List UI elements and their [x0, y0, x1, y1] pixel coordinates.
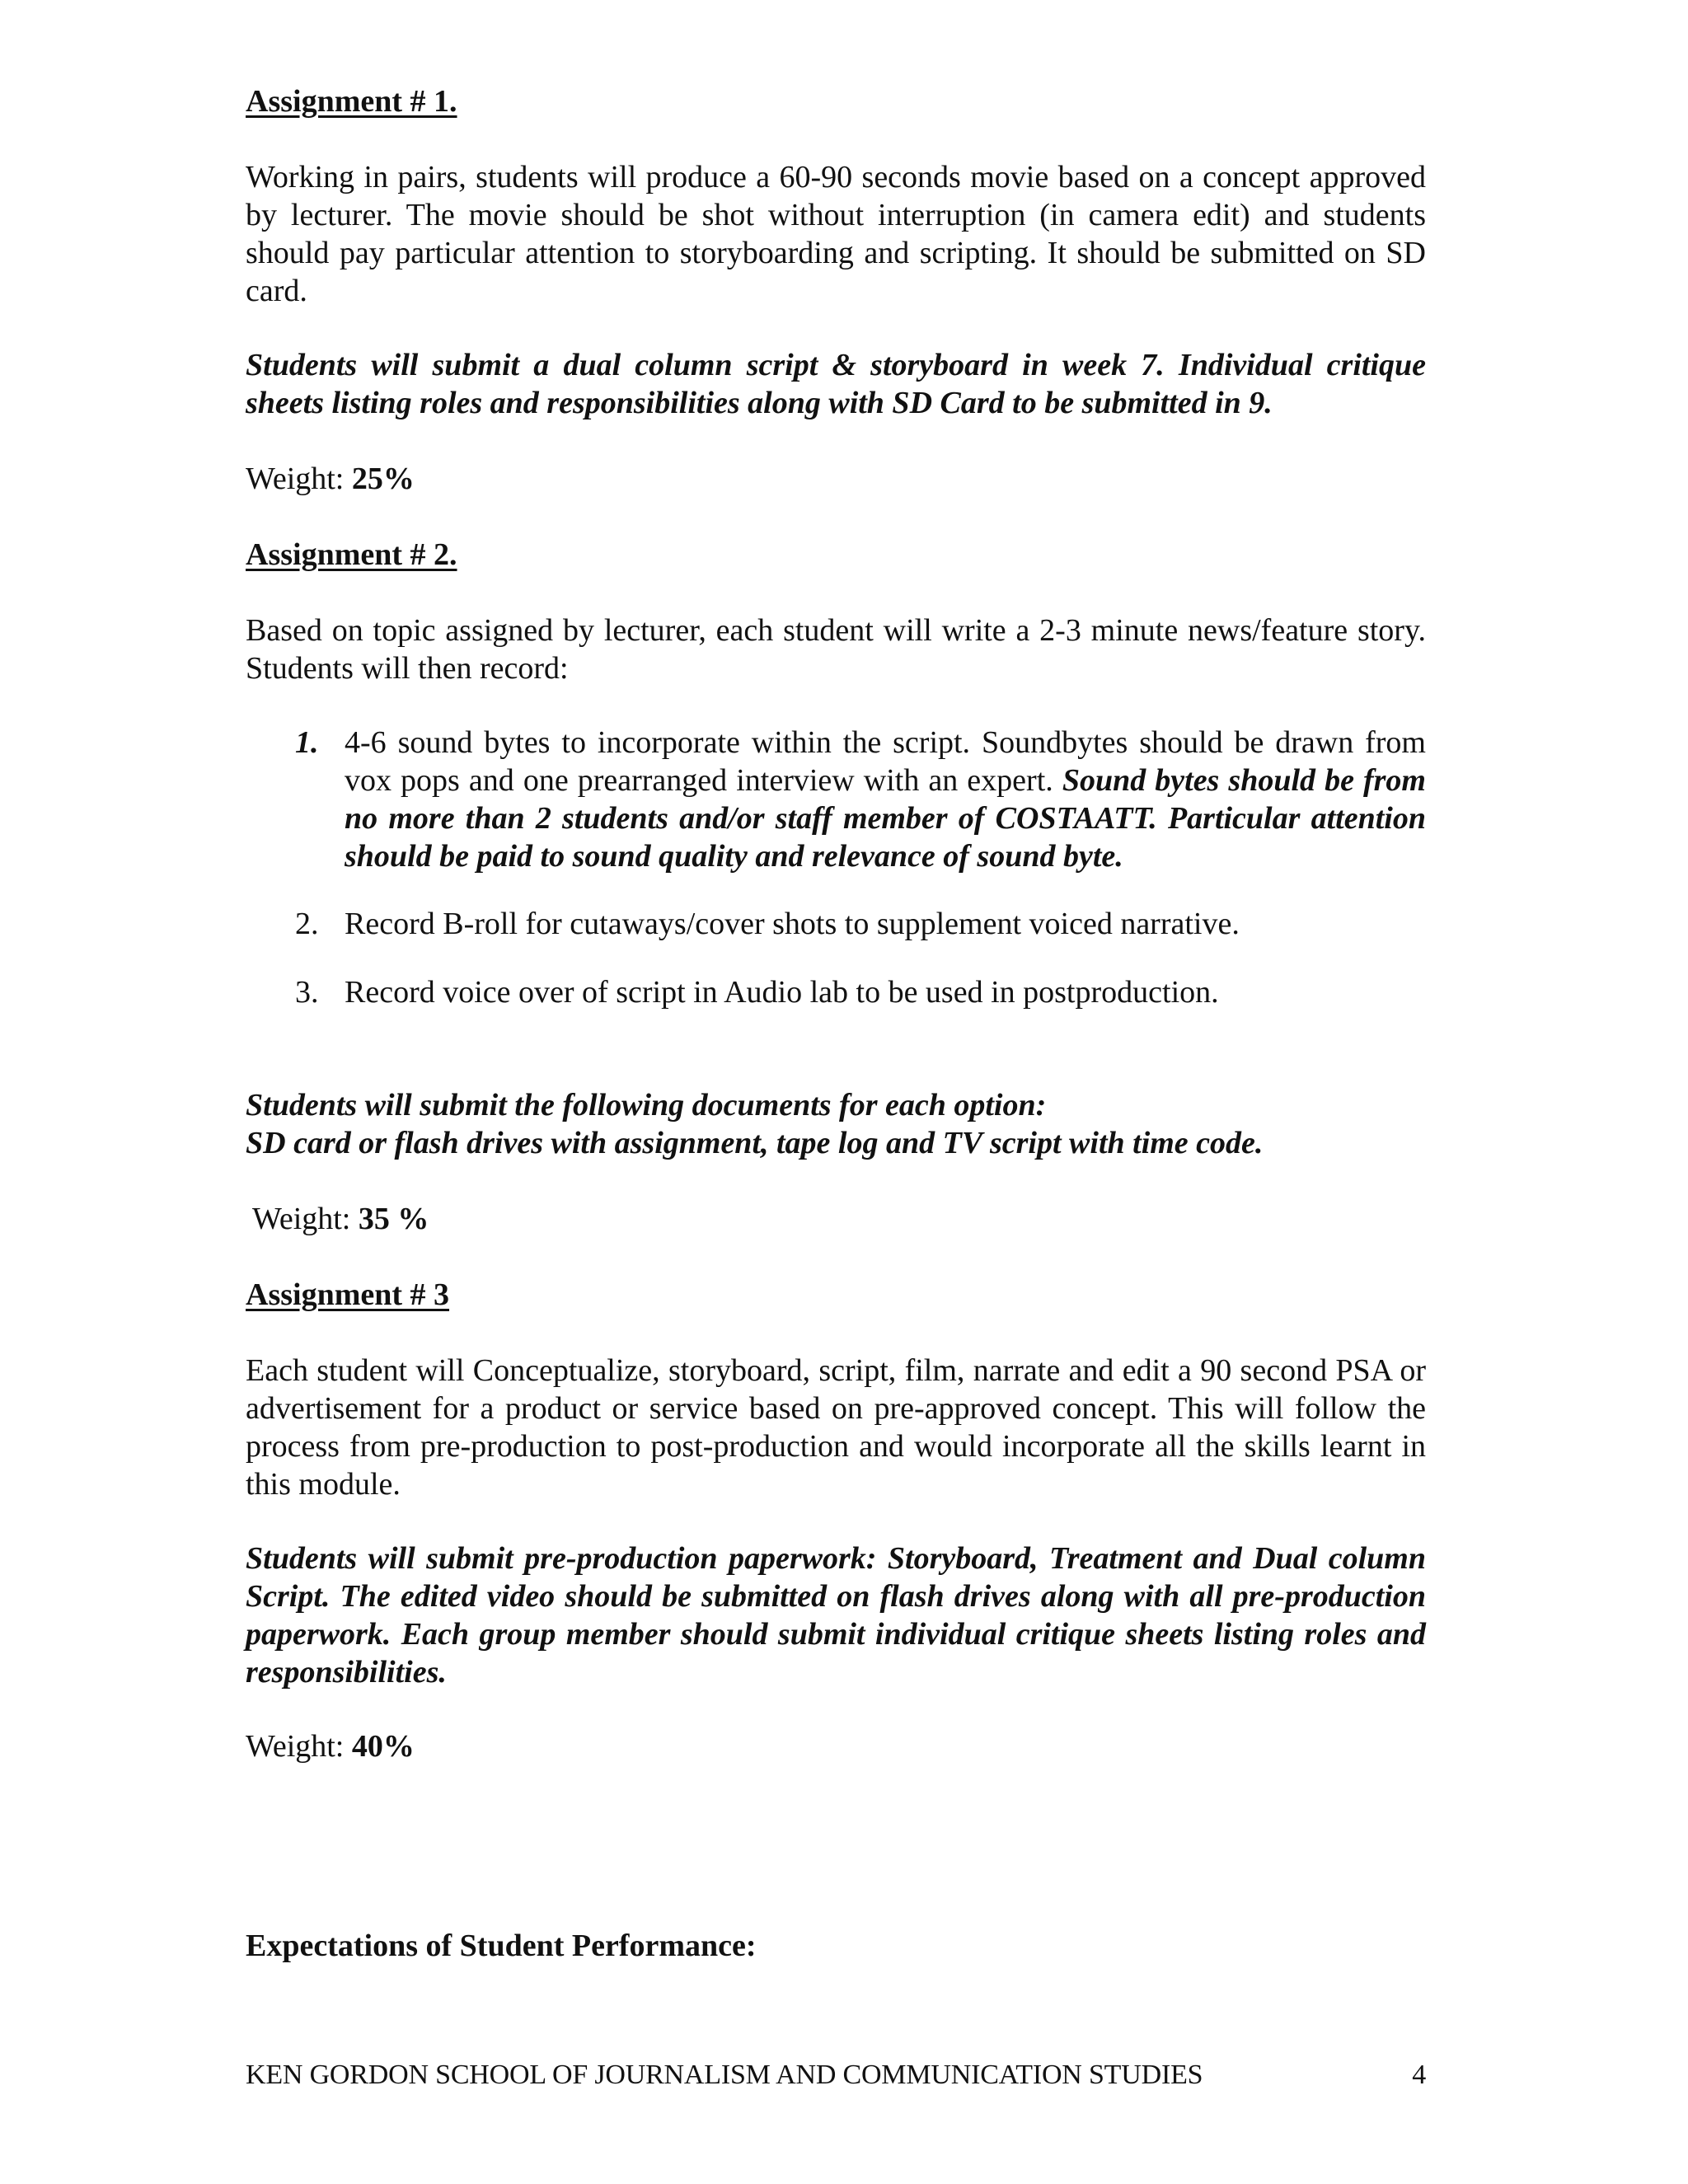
expectations-heading: Expectations of Student Performance: — [246, 1929, 757, 1963]
list-item-emphasis: Sound bytes should be from no more than 2 students and/or staff member of COSTAATT. Particular attention should be paid to sound quality and relevance of sound byte. — [345, 763, 1426, 874]
assignment-2-heading: Assignment # 2. — [246, 537, 457, 572]
list-item-number: 2. — [295, 907, 319, 941]
weight-value: 35 % — [358, 1202, 429, 1236]
page-number: 4 — [1412, 2060, 1426, 2090]
assignment-3-heading: Assignment # 3 — [246, 1277, 450, 1312]
assignment-2-weight — [252, 1200, 1432, 1238]
list-item-number: 1. — [295, 725, 319, 760]
footer-school-name: KEN GORDON SCHOOL OF JOURNALISM AND COMMUNICATION STUDIES — [246, 2060, 1203, 2090]
weight-label: Weight: — [246, 462, 352, 496]
assignment-3-body: Each student will Conceptualize, storyboard, script, film, narrate and edit a 90 second PSA or advertisement for a product or service based on pre-approved concept. This will follow the process from pre-production to post-production and would incorporate all the skills learnt in this module. — [246, 1353, 1426, 1502]
assignment-3-submission: Students will submit pre-production paperwork: Storyboard, Treatment and Dual column Script. The edited video should be submitted on flash drives along with all pre-production paperwork. Each group member should submit individual critique sheets listing roles and responsibilities. — [246, 1541, 1426, 1690]
weight-value: 40% — [351, 1729, 415, 1764]
assignment-2-body: Based on topic assigned by lecturer, each student will write a 2-3 minute news/feature story. Students will then record: — [246, 613, 1426, 686]
assignment-2-steps — [246, 724, 1426, 1011]
assignment-1-submission: Students will submit a dual column script & storyboard in week 7. Individual critique sheets listing roles and responsibilities along with SD Card to be submitted in 9. — [246, 348, 1426, 420]
list-item — [246, 905, 1426, 943]
weight-label: Weight: — [246, 1729, 352, 1764]
assignment-2-submission-line-2: SD card or flash drives with assignment, tape log and TV script with time code. — [246, 1126, 1264, 1160]
weight-value: 25% — [351, 462, 415, 496]
assignment-2-submission-line-1: Students will submit the following documents for each option: — [246, 1088, 1047, 1122]
page-footer — [246, 2059, 1426, 2092]
assignment-2-submission — [246, 1086, 1426, 1162]
list-item-text: 4-6 sound bytes to incorporate within the script. Soundbytes should be drawn from vox pops and one prearranged interview with an expert. — [345, 725, 1426, 798]
assignment-1-body: Working in pairs, students will produce a 60-90 seconds movie based on a concept approved by lecturer. The movie should be shot without interruption (in camera edit) and students should pay particular attention to storyboarding and scripting. It should be submitted on SD card. — [246, 160, 1426, 308]
list-item-text: Record B-roll for cutaways/cover shots to supplement voiced narrative. — [345, 907, 1240, 941]
list-item — [246, 724, 1426, 875]
assignment-1-weight — [246, 460, 1426, 498]
list-item-text: Record voice over of script in Audio lab to be used in postproduction. — [345, 975, 1219, 1010]
list-item — [246, 973, 1426, 1011]
list-item-number: 3. — [295, 975, 319, 1010]
assignment-1-heading: Assignment # 1. — [246, 84, 457, 119]
assignment-3-weight — [246, 1727, 1426, 1765]
weight-label: Weight: — [252, 1202, 359, 1236]
